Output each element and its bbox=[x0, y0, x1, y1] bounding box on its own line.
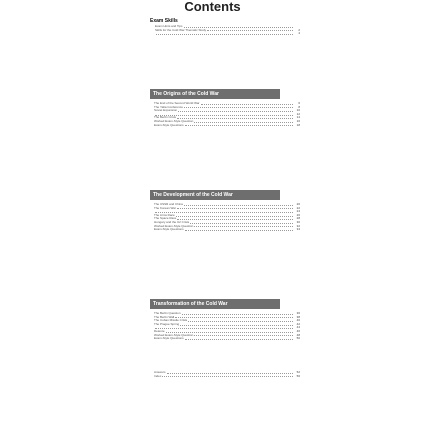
toc-entry[interactable] bbox=[154, 124, 300, 128]
leader-dots bbox=[177, 208, 293, 209]
entry-title: Hungary and the U2 Crisis bbox=[154, 219, 190, 224]
section-banner: Transformation of the Cold War bbox=[150, 299, 280, 309]
entry-page: 22 bbox=[296, 205, 300, 210]
leader-dots bbox=[207, 30, 293, 31]
entry-title: Exam-Style Questions bbox=[154, 227, 184, 232]
exam-skills-label: Exam Skills bbox=[150, 18, 178, 24]
leader-dots bbox=[182, 314, 293, 315]
entry-page: 8 bbox=[298, 104, 300, 109]
entry-title: Index bbox=[154, 373, 162, 378]
section-entries bbox=[154, 102, 300, 127]
section-entries bbox=[154, 203, 300, 232]
toc-entry[interactable] bbox=[155, 32, 300, 36]
entry-title: The End of the Second World War bbox=[154, 101, 200, 105]
leader-dots bbox=[194, 335, 293, 336]
leader-dots bbox=[177, 219, 293, 220]
leader-dots bbox=[175, 317, 293, 318]
entry-page: 4 bbox=[298, 31, 300, 36]
entry-page: 50 bbox=[296, 336, 300, 341]
entry-title: Exam-Style Questions bbox=[154, 122, 184, 127]
entry-title: The Arms Race bbox=[154, 212, 175, 217]
entry-title: The Korean War bbox=[154, 205, 176, 210]
section-origins bbox=[150, 89, 300, 127]
entry-page: 2 bbox=[298, 27, 300, 32]
entry-title: The Berlin Wall bbox=[154, 314, 175, 319]
entry-title: The Space Race bbox=[154, 216, 177, 221]
leader-dots bbox=[184, 107, 293, 108]
leader-dots bbox=[177, 118, 293, 119]
entry-title: Skills for the Cold War Thematic Study bbox=[155, 27, 207, 32]
entry-page: 16 bbox=[296, 118, 300, 123]
leader-dots bbox=[185, 230, 293, 231]
entry-page: 46 bbox=[296, 328, 300, 333]
entry-title: Detente bbox=[154, 328, 165, 333]
entry-page: 44 bbox=[296, 325, 300, 330]
entry-title: Exam-Style Questions bbox=[154, 336, 184, 341]
leader-dots bbox=[190, 223, 293, 224]
entry-title: Answers bbox=[154, 370, 166, 374]
entry-page: 32 bbox=[296, 223, 300, 228]
leader-dots bbox=[185, 339, 293, 340]
entry-page: 10 bbox=[296, 108, 300, 113]
entry-page: 40 bbox=[296, 318, 300, 323]
exam-skills-list bbox=[155, 25, 300, 36]
leader-dots bbox=[162, 376, 293, 377]
leader-dots bbox=[188, 321, 293, 322]
leader-dots bbox=[185, 125, 293, 126]
back-matter-list bbox=[154, 371, 300, 378]
entry-title: Worked Exam-Style Question bbox=[154, 332, 194, 337]
entry-title: The Yalta Conference bbox=[154, 104, 183, 109]
entry-page: 24 bbox=[296, 209, 300, 214]
entry-page: 12 bbox=[296, 111, 300, 116]
entry-title: Exam Hints and Tips bbox=[155, 24, 183, 28]
entry-page: 20 bbox=[296, 202, 300, 206]
entry-title: Soviet Expansion bbox=[154, 108, 178, 113]
entry-page: 28 bbox=[296, 216, 300, 221]
entry-title: The Cuban Missile Crisis bbox=[154, 318, 188, 323]
entry-page: 26 bbox=[296, 212, 300, 217]
leader-dots bbox=[155, 212, 293, 213]
page-title: Contents bbox=[184, 0, 241, 14]
entry-title: The Berlin Crisis bbox=[154, 115, 177, 120]
section-development bbox=[150, 190, 300, 232]
leader-dots bbox=[184, 205, 293, 206]
entry-page: 18 bbox=[296, 122, 300, 127]
leader-dots bbox=[176, 216, 293, 217]
leader-dots bbox=[201, 104, 293, 105]
entry-page: 42 bbox=[296, 321, 300, 326]
entry-page: 34 bbox=[296, 227, 300, 232]
entry-page: 14 bbox=[296, 115, 300, 120]
section-entries bbox=[154, 312, 300, 341]
entry-title: Worked Exam-Style Question bbox=[154, 118, 194, 123]
leader-dots bbox=[155, 328, 293, 329]
section-transformation bbox=[150, 299, 300, 341]
entry-title: Worked Exam-Style Question bbox=[154, 223, 194, 228]
entry-page: 6 bbox=[298, 101, 300, 105]
toc-entry[interactable] bbox=[154, 228, 300, 232]
leader-dots bbox=[180, 325, 293, 326]
entry-page: 30 bbox=[296, 219, 300, 224]
toc-entry[interactable] bbox=[154, 337, 300, 341]
entry-page: 52 bbox=[296, 370, 300, 374]
leader-dots bbox=[194, 226, 293, 227]
leader-dots bbox=[167, 373, 293, 374]
entry-title: The Berlin Question bbox=[154, 311, 181, 315]
section-banner: The Development of the Cold War bbox=[150, 190, 280, 200]
entry-title: The USSR and China bbox=[154, 202, 183, 206]
leader-dots bbox=[194, 122, 293, 123]
section-banner: The Origins of the Cold War bbox=[150, 89, 280, 99]
entry-page: 36 bbox=[296, 311, 300, 315]
leader-dots bbox=[178, 111, 293, 112]
entry-page: 48 bbox=[296, 332, 300, 337]
leader-dots bbox=[156, 34, 293, 35]
entry-page: 56 bbox=[296, 373, 300, 378]
entry-page: 38 bbox=[296, 314, 300, 319]
toc-entry[interactable] bbox=[154, 375, 300, 379]
entry-title: The Prague Spring bbox=[154, 321, 180, 326]
